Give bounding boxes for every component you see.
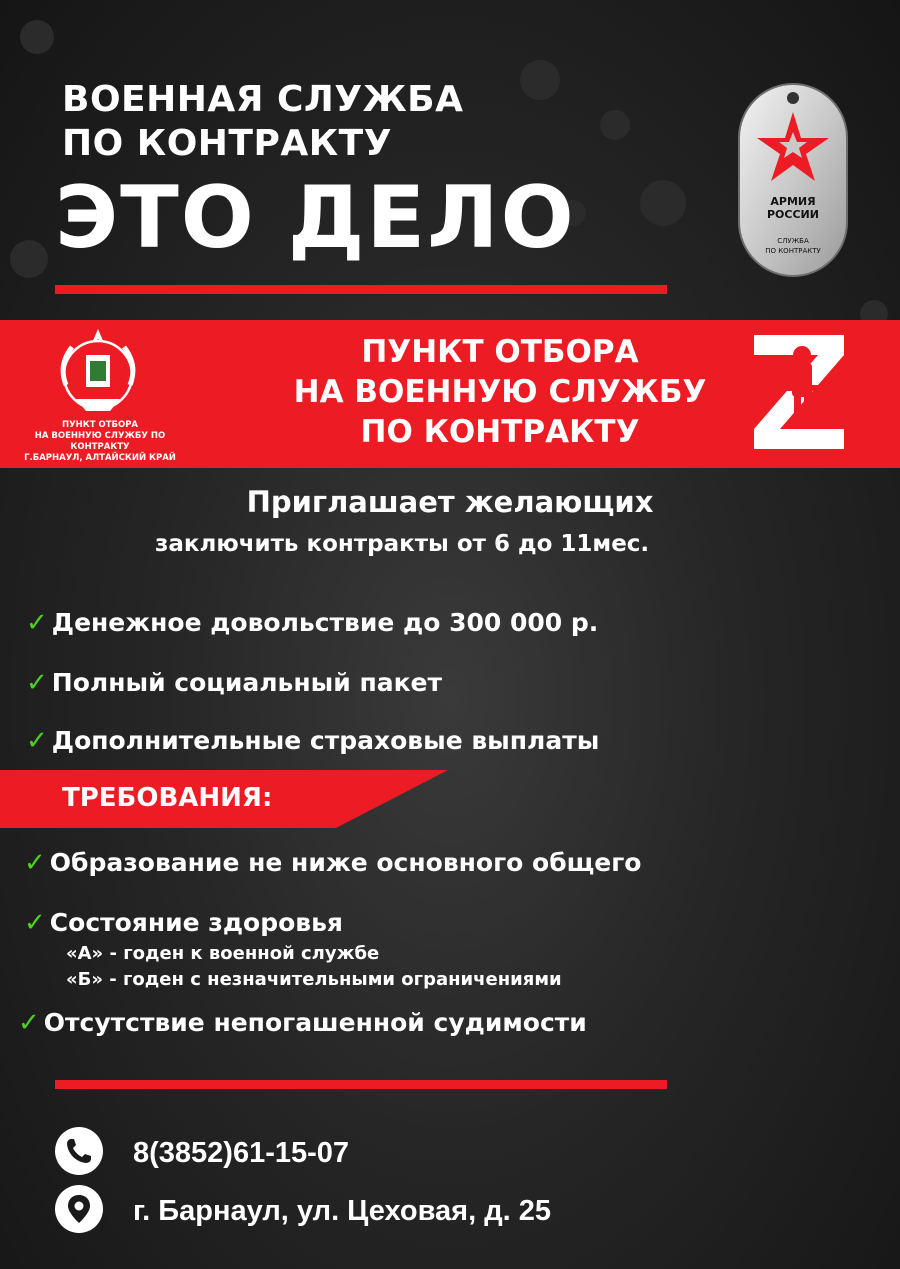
invite-subheading: заключить контракты от 6 до 11мес. — [155, 531, 650, 557]
requirement-text-2: Состояние здоровья — [49, 908, 343, 937]
benefit-item-1 — [26, 606, 598, 640]
address: г. Барнаул, ул. Цеховая, д. 25 — [133, 1195, 551, 1227]
banner-title — [250, 332, 750, 452]
benefit-item-2 — [26, 666, 442, 700]
bg-dot — [10, 240, 48, 278]
emblem-caption-3: Г.БАРНАУЛ, АЛТАЙСКИЙ КРАЙ — [24, 453, 176, 463]
tag-text-3: СЛУЖБА — [777, 237, 809, 245]
benefit-text-1: Денежное довольствие до 300 000 р. — [51, 608, 599, 637]
header-line-1: ВОЕННАЯ СЛУЖБА — [62, 79, 464, 120]
banner-title-2: НА ВОЕННУЮ СЛУЖБУ — [293, 374, 707, 410]
checkmark-icon: ✓ — [18, 1008, 40, 1038]
phone-number: 8(3852)61-15-07 — [133, 1137, 350, 1169]
requirement-text-3: Отсутствие непогашенной судимости — [43, 1008, 587, 1037]
red-divider-top — [55, 285, 667, 294]
emblem-caption-2: НА ВОЕННУЮ СЛУЖБУ ПО КОНТРАКТУ — [34, 431, 166, 452]
requirement-item-1 — [24, 846, 641, 880]
requirement-item-3 — [18, 1006, 587, 1040]
checkmark-icon: ✓ — [24, 848, 46, 878]
checkmark-icon: ✓ — [26, 668, 48, 698]
phone-icon — [55, 1127, 103, 1175]
invite-heading: Приглашает желающих — [246, 485, 654, 519]
health-category-b: «Б» - годен с незначительными ограничениями — [66, 969, 562, 990]
health-category-a: «А» - годен к военной службе — [66, 943, 380, 964]
benefit-item-3 — [26, 724, 599, 758]
header-subtitle — [62, 78, 463, 166]
headline: ЭТО ДЕЛО — [55, 168, 576, 268]
emblem-icon — [50, 325, 146, 419]
emblem-caption — [8, 420, 192, 464]
banner-title-1: ПУНКТ ОТБОРА — [361, 334, 639, 370]
requirement-text-1: Образование не ниже основного общего — [49, 848, 642, 877]
bg-dot — [520, 60, 560, 100]
benefit-text-2: Полный социальный пакет — [51, 668, 442, 697]
bg-dot — [600, 110, 630, 140]
red-divider-bottom — [55, 1080, 667, 1089]
bg-dot — [640, 180, 686, 226]
tag-text-1: АРМИЯ — [770, 195, 816, 208]
requirements-label: ТРЕБОВАНИЯ: — [62, 783, 273, 813]
checkmark-icon: ✓ — [26, 726, 48, 756]
army-dog-tag-logo — [737, 82, 849, 278]
requirement-item-2 — [24, 906, 343, 940]
location-pin-icon — [55, 1185, 103, 1233]
tag-text-4: ПО КОНТРАКТУ — [765, 247, 821, 255]
benefit-text-3: Дополнительные страховые выплаты — [51, 726, 600, 755]
banner-title-3: ПО КОНТРАКТУ — [360, 414, 640, 450]
checkmark-icon: ✓ — [26, 608, 48, 638]
header-line-2: ПО КОНТРАКТУ — [62, 123, 392, 164]
emblem-caption-1: ПУНКТ ОТБОРА — [61, 420, 139, 430]
checkmark-icon: ✓ — [24, 908, 46, 938]
z-soldier-icon — [752, 333, 846, 451]
bg-dot — [20, 20, 54, 54]
tag-text-2: РОССИИ — [767, 208, 819, 221]
